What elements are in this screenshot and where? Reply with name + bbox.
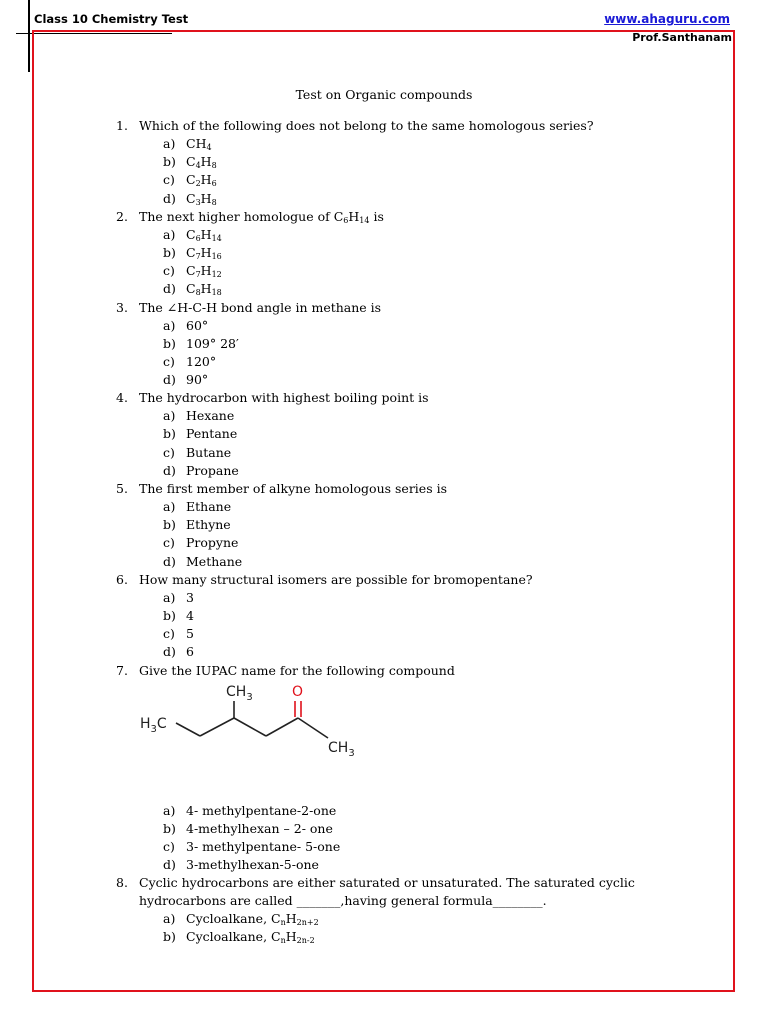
option-text: Hexane bbox=[186, 408, 235, 424]
formula-subscript: 6 bbox=[343, 215, 349, 225]
bond-1 bbox=[176, 723, 200, 736]
margin-vertical-line bbox=[28, 0, 30, 72]
option-text bbox=[186, 262, 222, 280]
option-text: Propyne bbox=[186, 535, 239, 551]
formula-subscript: 2n+2 bbox=[296, 918, 319, 928]
option-6-a bbox=[0, 589, 768, 607]
option-3-c bbox=[0, 353, 768, 371]
formula-subscript: 12 bbox=[211, 270, 222, 280]
option-label: c) bbox=[163, 838, 175, 854]
option-label: c) bbox=[163, 535, 175, 551]
option-7-d bbox=[0, 856, 768, 874]
option-3-b bbox=[0, 335, 768, 353]
formula-subscript: 6 bbox=[195, 233, 201, 243]
option-label: d) bbox=[163, 281, 176, 297]
question-7 bbox=[0, 662, 768, 680]
compound-structure-svg bbox=[136, 682, 376, 800]
option-2-c bbox=[0, 262, 768, 280]
option-label: c) bbox=[163, 172, 175, 188]
option-label: b) bbox=[163, 929, 176, 945]
option-label: c) bbox=[163, 444, 175, 460]
option-6-b bbox=[0, 607, 768, 625]
option-label: d) bbox=[163, 857, 176, 873]
formula-subscript: 16 bbox=[211, 251, 222, 261]
option-text: Ethane bbox=[186, 499, 232, 514]
option-text: 3-methylhexan-5-one bbox=[186, 857, 319, 873]
formula-text: The next higher homologue of C bbox=[139, 208, 344, 224]
question-number: 3. bbox=[116, 299, 128, 315]
option-text: 4- methylpentane-2-one bbox=[186, 802, 337, 818]
formula-subscript: 8 bbox=[211, 197, 217, 207]
option-text: 109° 28′ bbox=[186, 335, 239, 351]
option-text: Pentane bbox=[186, 426, 238, 442]
formula-text: CH bbox=[186, 136, 207, 151]
question-text: Give the IUPAC name for the following compound bbox=[139, 662, 455, 678]
option-text: 5 bbox=[186, 626, 194, 642]
option-text bbox=[186, 910, 319, 928]
formula-subscript: 2 bbox=[195, 179, 201, 189]
formula-subscript: 2n-2 bbox=[296, 936, 315, 946]
option-text bbox=[186, 171, 217, 189]
question-list bbox=[0, 117, 768, 947]
question-number: 5. bbox=[116, 481, 128, 496]
formula-subscript: 3 bbox=[195, 197, 201, 207]
option-text: Ethyne bbox=[186, 517, 231, 533]
option-1-a bbox=[0, 135, 768, 153]
question-2 bbox=[0, 208, 768, 226]
option-2-d bbox=[0, 280, 768, 298]
formula-subscript: 4 bbox=[195, 161, 201, 171]
formula-text: Cycloalkane, C bbox=[186, 911, 281, 927]
option-4-d bbox=[0, 462, 768, 480]
question-number: 4. bbox=[116, 390, 128, 406]
option-8-b bbox=[0, 928, 768, 946]
option-text: 60° bbox=[186, 317, 209, 333]
question-text: The ∠H-C-H bond angle in methane is bbox=[139, 299, 382, 315]
formula-subscript: 18 bbox=[211, 288, 222, 298]
question-number: 6. bbox=[116, 571, 128, 587]
option-text: 3- methylpentane- 5-one bbox=[186, 838, 341, 854]
option-7-c bbox=[0, 838, 768, 856]
formula-subscript: 8 bbox=[211, 161, 217, 171]
formula-text: is bbox=[369, 208, 384, 224]
option-label: a) bbox=[163, 911, 176, 927]
option-label: d) bbox=[163, 644, 176, 660]
option-label: b) bbox=[163, 426, 176, 442]
option-label: a) bbox=[163, 499, 176, 514]
formula-subscript: 14 bbox=[211, 233, 222, 243]
formula-text: H bbox=[200, 244, 212, 260]
question-text-line2: hydrocarbons are called _______,having general formula________. bbox=[139, 893, 547, 909]
option-2-b bbox=[0, 244, 768, 262]
option-label: d) bbox=[163, 553, 176, 569]
bond-2 bbox=[200, 718, 234, 736]
option-label: a) bbox=[163, 408, 176, 424]
formula-text: H bbox=[200, 281, 212, 297]
formula-text: C bbox=[186, 263, 196, 279]
option-7-b bbox=[0, 820, 768, 838]
formula-subscript: 6 bbox=[211, 179, 217, 189]
option-label: a) bbox=[163, 802, 176, 818]
formula-subscript: 7 bbox=[195, 251, 201, 261]
option-text: 3 bbox=[186, 589, 194, 605]
formula-text: H bbox=[200, 263, 212, 279]
option-label: d) bbox=[163, 372, 176, 388]
option-label: c) bbox=[163, 353, 175, 369]
option-5-d bbox=[0, 553, 768, 571]
option-label: b) bbox=[163, 820, 176, 836]
option-label: a) bbox=[163, 317, 176, 333]
formula-text: H bbox=[200, 154, 212, 170]
group-h3c: $H_3C$ bbox=[140, 715, 167, 735]
option-text: 4 bbox=[186, 607, 194, 623]
option-label: a) bbox=[163, 589, 176, 605]
option-4-a bbox=[0, 407, 768, 425]
option-text: 120° bbox=[186, 353, 217, 369]
formula-subscript: 7 bbox=[195, 270, 201, 280]
option-text: Methane bbox=[186, 553, 243, 569]
question-8 bbox=[0, 874, 768, 892]
option-3-a bbox=[0, 317, 768, 335]
bond-5 bbox=[298, 718, 328, 738]
option-text bbox=[186, 928, 315, 946]
formula-text: Cycloalkane, C bbox=[186, 929, 281, 945]
option-label: d) bbox=[163, 462, 176, 478]
option-text bbox=[186, 244, 222, 262]
formula-text: C bbox=[186, 190, 196, 206]
option-2-a bbox=[0, 226, 768, 244]
option-4-c bbox=[0, 444, 768, 462]
option-text: Butane bbox=[186, 444, 232, 460]
option-label: d) bbox=[163, 190, 176, 206]
option-text bbox=[186, 226, 222, 244]
option-label: b) bbox=[163, 244, 176, 260]
question-6 bbox=[0, 571, 768, 589]
option-label: c) bbox=[163, 263, 175, 279]
formula-text: H bbox=[200, 226, 212, 242]
formula-subscript: 8 bbox=[195, 288, 201, 298]
formula-text: H bbox=[285, 929, 297, 945]
option-5-b bbox=[0, 516, 768, 534]
option-label: b) bbox=[163, 607, 176, 623]
header-website-link[interactable]: www.ahaguru.com bbox=[604, 12, 730, 26]
option-label: b) bbox=[163, 517, 176, 533]
formula-text: H bbox=[200, 172, 212, 188]
test-title: Test on Organic compounds bbox=[295, 87, 473, 102]
question-text: Which of the following does not belong to the same homologous series? bbox=[139, 118, 594, 133]
question-number: 1. bbox=[116, 118, 128, 133]
formula-subscript: n bbox=[280, 918, 286, 928]
option-4-b bbox=[0, 425, 768, 443]
question-4 bbox=[0, 389, 768, 407]
group-ch3-top: $CH_3$ bbox=[226, 683, 253, 703]
option-text bbox=[186, 153, 217, 171]
option-text: Propane bbox=[186, 462, 239, 478]
formula-text: C bbox=[186, 172, 196, 188]
formula-subscript: 14 bbox=[359, 215, 370, 225]
formula-text: C bbox=[186, 226, 196, 242]
option-6-c bbox=[0, 625, 768, 643]
formula-text: H bbox=[285, 911, 297, 927]
question-number: 2. bbox=[116, 208, 128, 224]
option-1-c bbox=[0, 171, 768, 189]
option-text bbox=[186, 190, 217, 208]
question-text: Cyclic hydrocarbons are either saturated or unsaturated. The saturated cyclic bbox=[139, 875, 635, 891]
header-author: Prof.Santhanam bbox=[632, 31, 732, 44]
header-course-title: Class 10 Chemistry Test bbox=[34, 12, 189, 26]
option-8-a bbox=[0, 910, 768, 928]
formula-text: H bbox=[200, 190, 212, 206]
option-5-a bbox=[0, 498, 768, 516]
question-text: How many structural isomers are possible for bromopentane? bbox=[139, 571, 533, 587]
bond-3 bbox=[234, 718, 266, 736]
question-1 bbox=[0, 117, 768, 135]
option-text: 4-methylhexan – 2- one bbox=[186, 820, 333, 836]
option-text: 6 bbox=[186, 644, 194, 660]
option-text bbox=[186, 280, 222, 298]
group-ch3-right: $CH_3$ bbox=[328, 739, 355, 759]
formula-text: C bbox=[186, 244, 196, 260]
option-label: a) bbox=[163, 136, 176, 151]
formula-subscript: 4 bbox=[206, 143, 212, 152]
question-3 bbox=[0, 299, 768, 317]
option-3-d bbox=[0, 371, 768, 389]
question-text: The hydrocarbon with highest boiling point is bbox=[139, 390, 429, 406]
option-text: 90° bbox=[186, 372, 209, 388]
option-label: a) bbox=[163, 226, 176, 242]
formula-text: C bbox=[186, 281, 196, 297]
oxygen-atom: O bbox=[292, 683, 304, 700]
question-text bbox=[139, 208, 384, 226]
option-label: c) bbox=[163, 626, 175, 642]
formula-subscript: n bbox=[280, 936, 286, 946]
question-text: The first member of alkyne homologous series is bbox=[139, 481, 447, 496]
option-5-c bbox=[0, 534, 768, 552]
question-number: 7. bbox=[116, 662, 128, 678]
question-5 bbox=[0, 480, 768, 498]
formula-text: H bbox=[348, 208, 360, 224]
bond-4 bbox=[266, 718, 298, 736]
option-text bbox=[186, 135, 212, 153]
structural-formula bbox=[0, 680, 768, 802]
option-7-a bbox=[0, 802, 768, 820]
formula-text: C bbox=[186, 154, 196, 170]
question-number: 8. bbox=[116, 875, 128, 891]
option-1-b bbox=[0, 153, 768, 171]
question-text-continued bbox=[0, 892, 768, 910]
option-6-d bbox=[0, 643, 768, 661]
option-label: b) bbox=[163, 154, 176, 170]
option-label: b) bbox=[163, 335, 176, 351]
option-1-d bbox=[0, 190, 768, 208]
